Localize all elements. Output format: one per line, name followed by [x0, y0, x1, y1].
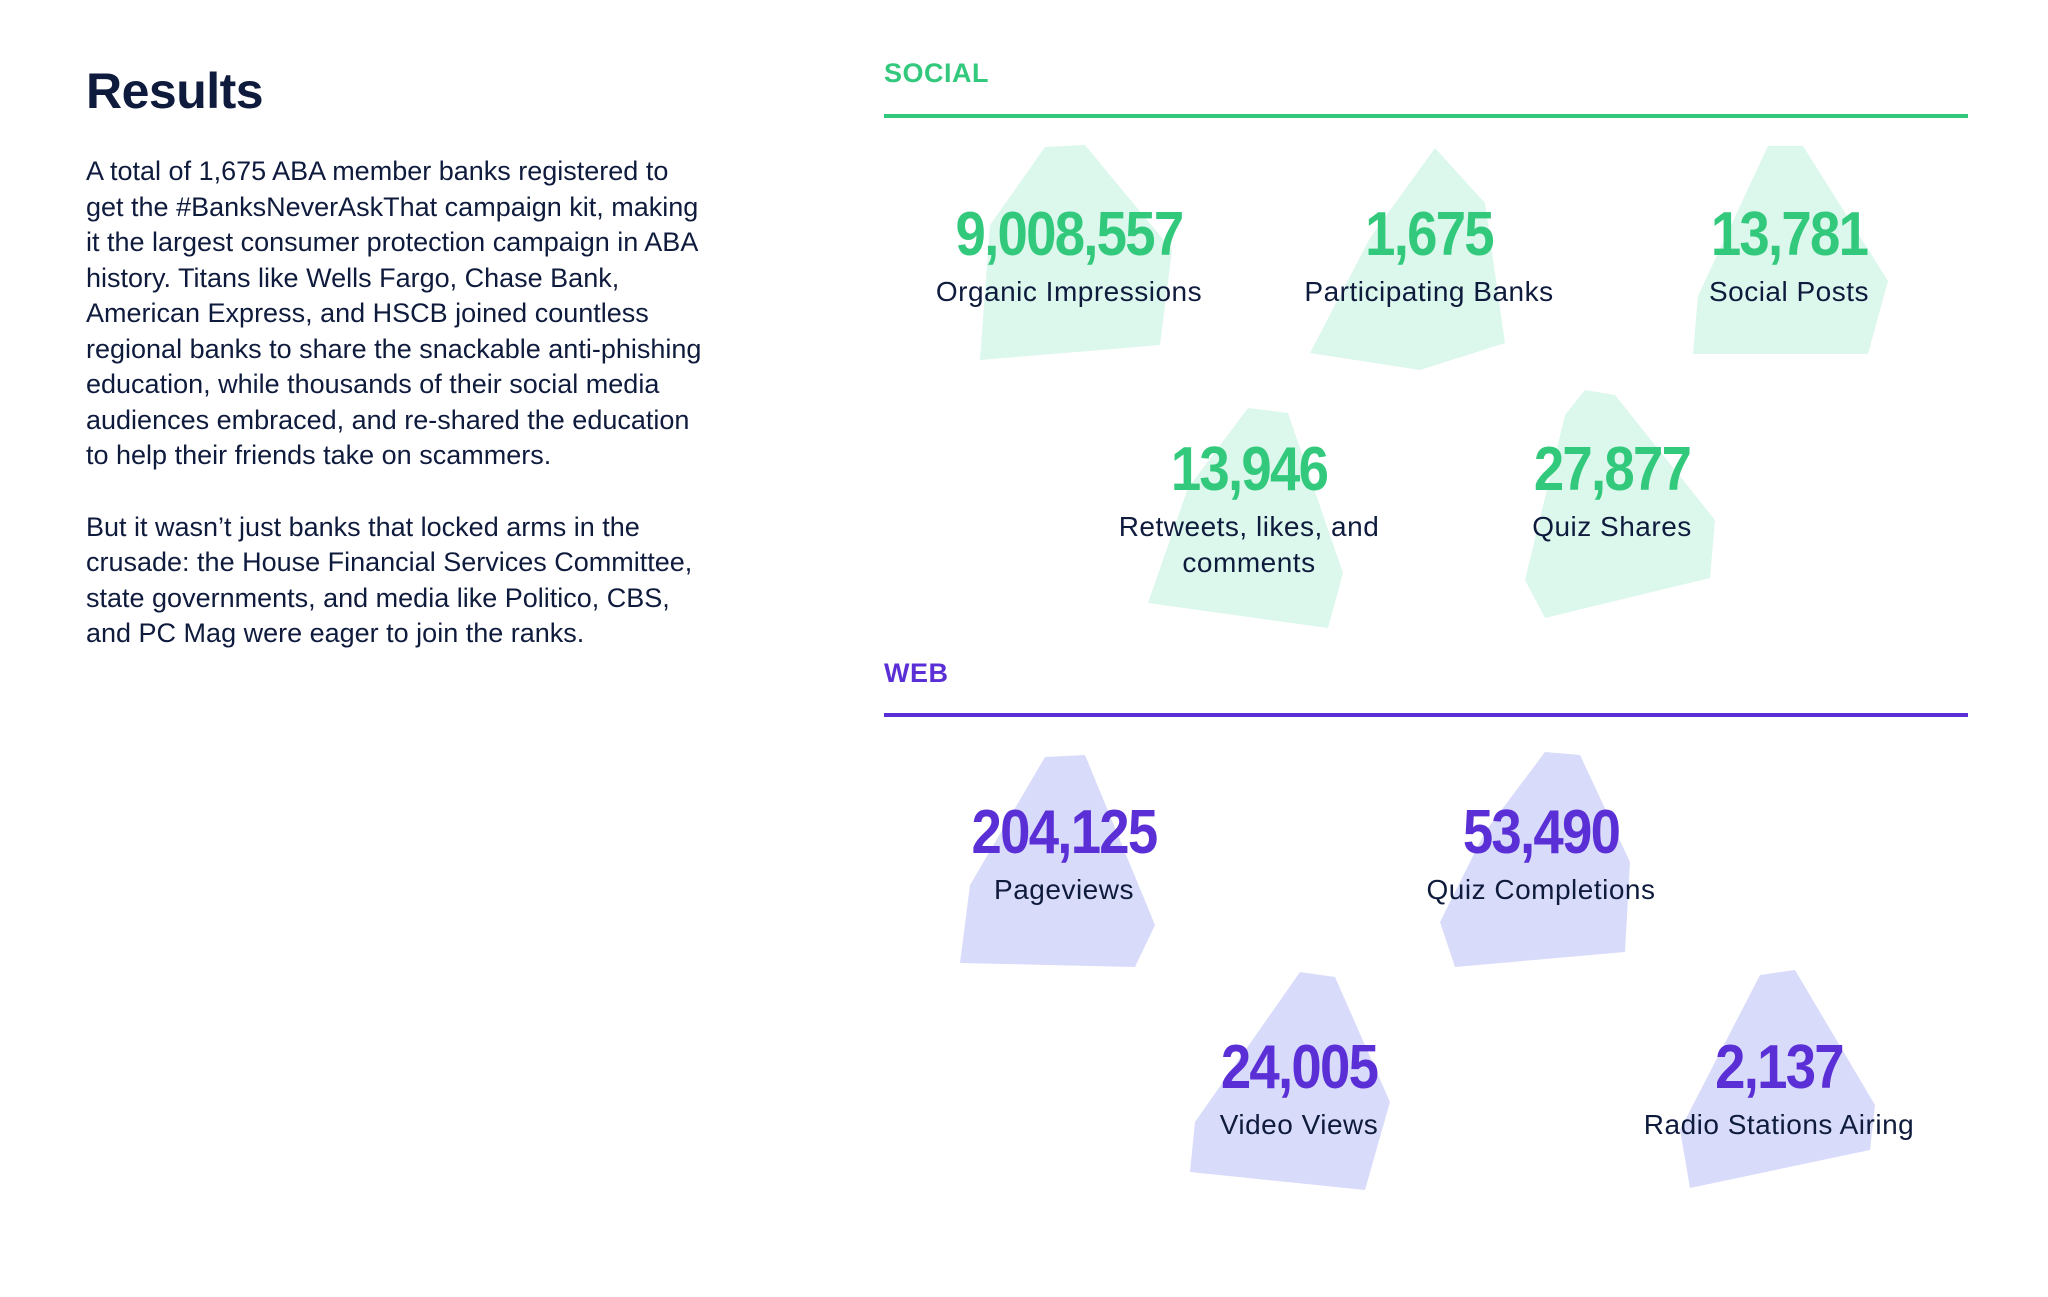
- stat-label: Quiz Completions: [1426, 874, 1656, 905]
- stat-label: Quiz Shares: [1532, 511, 1692, 542]
- stat-quiz-shares: [1432, 435, 1792, 545]
- stat-label: Video Views: [1219, 1109, 1379, 1140]
- stat-value: 27,877: [1533, 435, 1691, 504]
- stat-retweets-likes-comments: [1069, 435, 1429, 581]
- stat-value: 204,125: [971, 798, 1157, 867]
- results-column: [86, 62, 706, 688]
- stat-value: 13,781: [1710, 200, 1868, 269]
- stat-pageviews: [884, 798, 1244, 908]
- stat-participating-banks: [1249, 200, 1609, 310]
- stat-value: 9,008,557: [955, 200, 1183, 269]
- stat-radio-stations-airing: [1599, 1033, 1959, 1143]
- stat-value: 1,675: [1365, 200, 1493, 269]
- stat-quiz-completions: [1361, 798, 1721, 908]
- results-paragraph-1: A total of 1,675 ABA member banks registered to get the #BanksNeverAskThat campaign kit, making it the largest consumer protection campaign in ABA history. Titans like Wells Fargo, Chase Bank, American Express, and HSCB joined countless regional banks to share the snackable anti-phishing education, while thousands of their social media audiences embraced, and re-shared the education to help their friends take on scammers.: [86, 156, 702, 470]
- stat-value: 13,946: [1170, 435, 1328, 504]
- results-paragraph-2: But it wasn’t just banks that locked arms in the crusade: the House Financial Services Committee, state governments, and media like Politico, CBS, and PC Mag were eager to join the ranks.: [86, 511, 693, 648]
- stat-value: 24,005: [1220, 1033, 1378, 1102]
- stat-organic-impressions: [889, 200, 1249, 310]
- stat-label: Organic Impressions: [935, 276, 1203, 307]
- stat-value: 2,137: [1715, 1033, 1843, 1102]
- results-title: Results: [86, 63, 264, 119]
- stat-label: Radio Stations Airing: [1643, 1109, 1915, 1140]
- stat-value: 53,490: [1462, 798, 1620, 867]
- social-divider: [884, 114, 1968, 118]
- stat-label: Participating Banks: [1304, 276, 1554, 307]
- web-divider: [884, 713, 1968, 717]
- web-section-label: WEB: [884, 658, 949, 688]
- stat-label: Pageviews: [994, 874, 1134, 905]
- stat-label: Retweets, likes, and comments: [1118, 511, 1380, 578]
- stat-video-views: [1119, 1033, 1479, 1143]
- stat-label: Social Posts: [1708, 276, 1870, 307]
- social-section-label: SOCIAL: [884, 58, 990, 88]
- stat-social-posts: [1609, 200, 1969, 310]
